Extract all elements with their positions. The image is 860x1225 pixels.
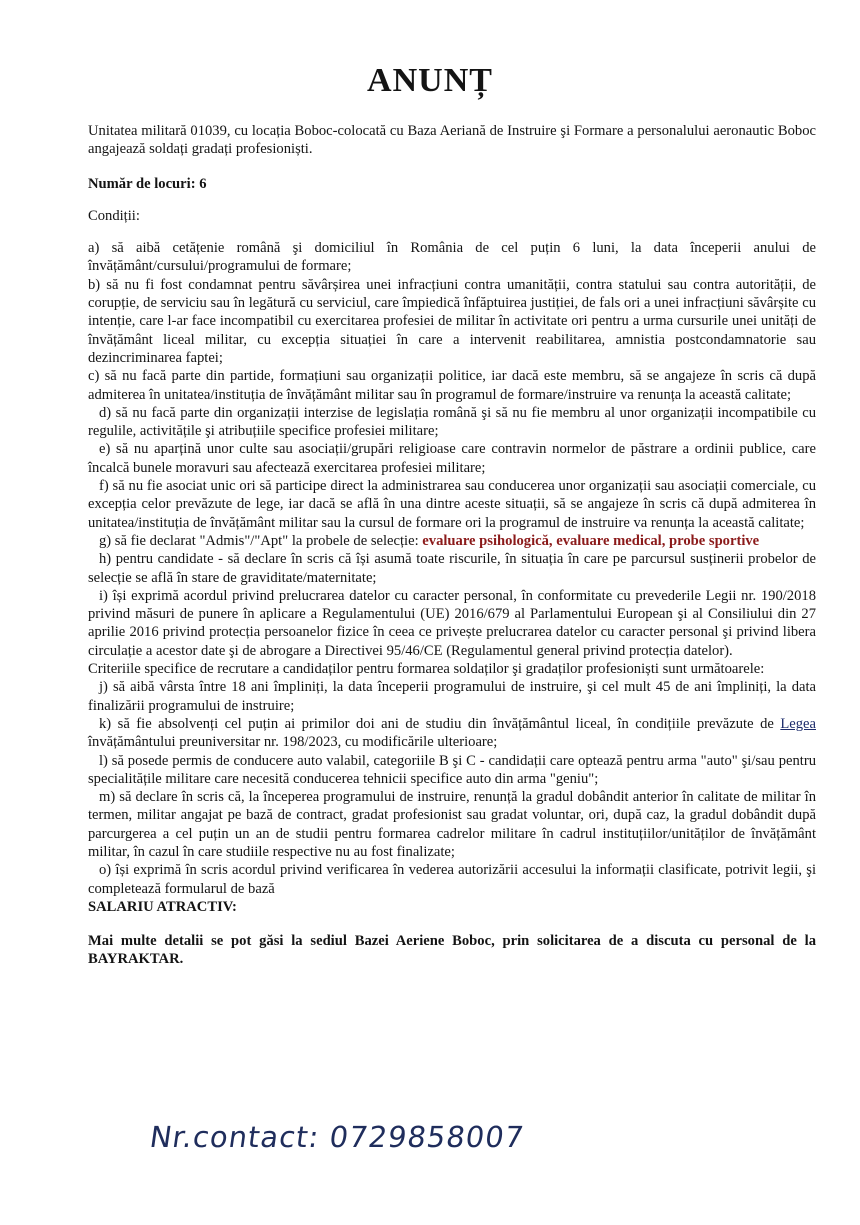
- condition-i: i) își exprimă acordul privind prelucrarea datelor cu caracter personal, în conformitate cu prevederile Legii nr. 190/2018 privind măsuri de punere în aplicare a Regulamentului (UE) 2016/679 al Parlamentului European şi al Consiliului din 27 aprilie 2016 privind protecția persoanelor fizice în ceea ce privește prelucrarea datelor cu caracter personal şi privind libera circulație a acestor date şi de abrogare a Directivei 95/46/CE (Regulamentul general privind protecția datelor).: [88, 587, 816, 659]
- selection-tests-highlight: evaluare psihologică, evaluare medical, probe sportive: [422, 532, 760, 549]
- criterion-k-text: k) să fie absolvenți cel puțin ai primilor doi ani de studiu din învățământul liceal, în condițiile prevăzute de: [99, 715, 781, 732]
- condition-a: a) să aibă cetățenie română şi domiciliul în România de cel puțin 6 luni, la data începerii anului de învățământ/cursului/programului de formare;: [88, 240, 816, 275]
- page-title: ANUNȚ: [367, 62, 493, 99]
- criterion-k: [88, 715, 816, 752]
- condition-b: b) să nu fi fost condamnat pentru săvârșirea unei infracțiuni contra umanității, contra statului sau contra autorității, de corupție, de serviciu sau în legătură cu serviciul, care împiedică înfăptuirea justiției, de fals ori a unei infracțiuni săvârșite cu intenție, care l-ar face incompatibil cu exercitarea profesiei de militar în activitate ori pentru a urma cursurile unei unități de învățământ liceal militar, cu excepția situației în care a intervenit reabilitarea, amnistia postcondamnatorie sau dezincriminarea faptei;: [88, 276, 816, 366]
- criterion-m: m) să declare în scris că, la începerea programului de instruire, renunță la gradul dobândit anterior în calitate de militar în termen, militar angajat pe bază de contract, gradat profesionist sau gradat voluntar, ori, după caz, la gradul dobândit după parcurgerea a cel puțin un an de studii pentru formarea cadrelor militare în cadrul instituțiilor/unităților de învățământ militar, în cazul în care studiile respective nu au fost finalizate;: [88, 789, 816, 860]
- condition-g: [88, 532, 816, 550]
- document-body: [88, 122, 816, 969]
- intro-paragraph: Unitatea militară 01039, cu locația Boboc-colocată cu Baza Aeriană de Instruire şi Formare a personalului aeronautic Boboc angajează soldați gradați profesioniști.: [88, 123, 816, 158]
- condition-h: h) pentru candidate - să declare în scris că își asumă toate riscurile, în situația în care pe parcursul susținerii probelor de selecție se află în stare de graviditate/maternitate;: [88, 551, 816, 586]
- criterion-j: j) să aibă vârsta între 18 ani împliniți, la data începerii programului de instruire, şi cel mult 45 de ani împliniți, la data finalizării programului de instruire;: [88, 679, 816, 714]
- conditions-list: [88, 239, 816, 898]
- handwritten-contact: Nr.contact: 0729858007: [147, 1120, 527, 1154]
- criterion-k-text-end: învățământului preuniversitar nr. 198/2023, cu modificările ulterioare;: [88, 734, 498, 751]
- condition-f: f) să nu fie asociat unic ori să participe direct la administrarea sau conducerea unor organizații sau asociații comerciale, cu excepția celor prevăzute de lege, iar dacă se află în una dintre aceste situații, să se angajeze în scris că după admiterea în unitatea/instituția de învățământ militar sau la cursul de formare ori la programul de instruire va renunța la această calitate;: [88, 478, 816, 531]
- number-of-places: Număr de locuri: 6: [88, 175, 207, 192]
- conditions-heading: Condiții:: [88, 207, 140, 224]
- condition-e: e) să nu aparțină unor culte sau asociații/grupări religioase care contravin normelor de păstrare a ordinii publice, care încalcă bunele moravuri sau afectează exercitarea profesiei militare;: [88, 441, 816, 476]
- criterion-o: o) își exprimă în scris acordul privind verificarea în vederea autorizării accesului la informații clasificate, potrivit legii, şi completează formularul de bază: [88, 862, 816, 897]
- law-link[interactable]: Legea: [780, 715, 816, 732]
- salary-heading: SALARIU ATRACTIV:: [88, 898, 237, 915]
- criteria-intro: Criteriile specifice de recrutare a candidaților pentru formarea soldaților şi gradaților profesioniști sunt următoarele:: [88, 661, 765, 678]
- condition-g-text: g) să fie declarat "Admis"/"Apt" la probele de selecție:: [99, 532, 423, 549]
- condition-d: d) să nu facă parte din organizații interzise de legislația română şi să nu fie membru al unor organizații incompatibile cu regulile, activitățile şi atribuțiile specifice profesiei militare;: [88, 404, 816, 440]
- details-paragraph: Mai multe detalii se pot găsi la sediul Bazei Aeriene Boboc, prin solicitarea de a discuta cu personal de la BAYRAKTAR.: [88, 933, 816, 968]
- condition-c: c) să nu facă parte din partide, formațiuni sau organizații politice, iar dacă este membru, să se angajeze în scris că după admiterea în unitatea/instituția de învățământ militar sau în programul de formare/instruire va renunța la această calitate;: [88, 368, 816, 403]
- criterion-l: l) să posede permis de conducere auto valabil, categoriile B şi C - candidații care optează pentru arma "auto" şi/sau pentru specialitățile militare care necesită conducerea tehnicii specifice auto din arma "geniu";: [88, 752, 816, 787]
